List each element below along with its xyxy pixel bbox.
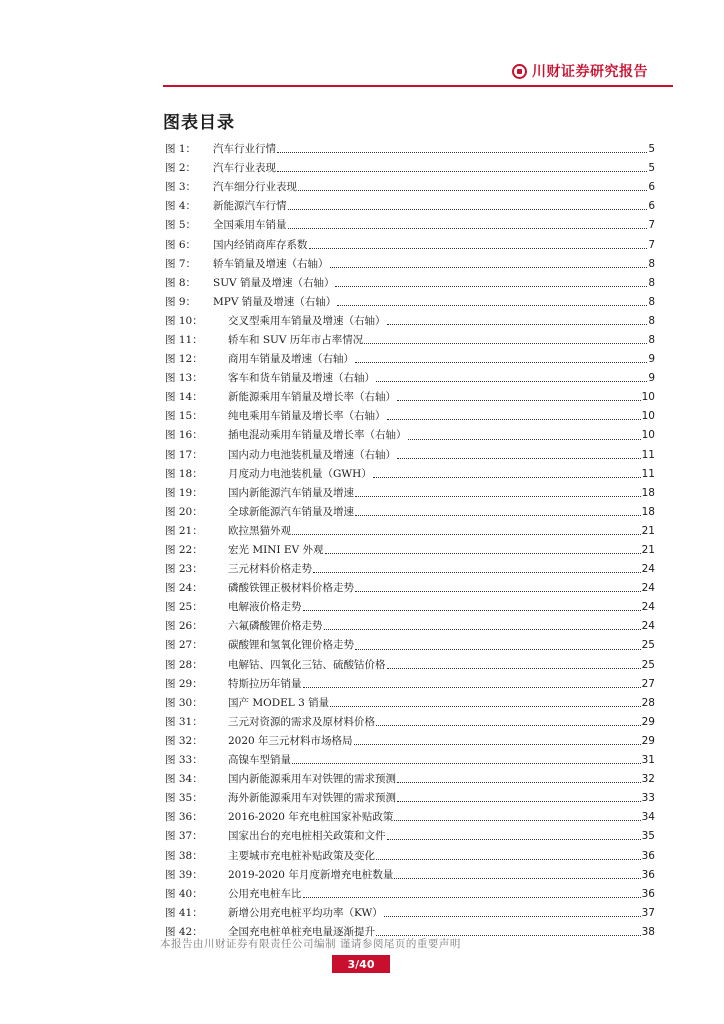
- dot-leader: [394, 810, 640, 821]
- dot-leader: [387, 314, 648, 325]
- figure-title: 国产 MODEL 3 销量: [228, 696, 330, 709]
- figure-title: SUV 销量及增速（右轴）: [213, 276, 335, 289]
- toc-entry[interactable]: [165, 407, 655, 426]
- page-number: 35: [641, 830, 655, 843]
- figure-title: 2016-2020 年充电桩国家补贴政策: [228, 811, 394, 824]
- page-number: 8: [648, 333, 655, 346]
- figure-title: 国内新能源乘用车对铁锂的需求预测: [228, 773, 396, 786]
- dot-leader: [303, 600, 641, 611]
- toc-entry[interactable]: [165, 140, 655, 159]
- toc-entry[interactable]: [165, 465, 655, 484]
- figure-label: 图 12：: [165, 353, 203, 366]
- page-number: 32: [641, 773, 655, 786]
- dot-leader: [376, 925, 641, 936]
- figure-label: 图 5：: [165, 219, 197, 232]
- chuancai-logo-icon: [512, 64, 527, 79]
- page-number: 5: [648, 143, 655, 156]
- figure-label: 图 39：: [165, 868, 203, 881]
- figure-title: MPV 销量及增速（右轴）: [213, 295, 337, 308]
- toc-entry[interactable]: [165, 350, 655, 369]
- figure-title: 轿车销量及增速（右轴）: [213, 257, 329, 270]
- dot-leader: [387, 829, 641, 840]
- page-number: 6: [648, 200, 655, 213]
- toc-entry[interactable]: [165, 274, 655, 293]
- figure-label: 图 38：: [165, 849, 203, 862]
- figure-label: 图 23：: [165, 563, 203, 576]
- toc-entry[interactable]: [165, 312, 655, 331]
- figure-label: 图 21：: [165, 524, 203, 537]
- page-number: 9: [648, 353, 655, 366]
- page-number: 8: [648, 276, 655, 289]
- toc-entry[interactable]: [165, 770, 655, 789]
- dot-leader: [355, 352, 647, 363]
- toc-entry[interactable]: [165, 293, 655, 312]
- page-number: 24: [641, 563, 655, 576]
- figure-title: 三元材料价格走势: [228, 563, 312, 576]
- page-number: 24: [641, 620, 655, 633]
- figure-label: 图 33：: [165, 754, 203, 767]
- page-number: 11: [641, 448, 655, 461]
- toc-title: 图表目录: [163, 113, 235, 133]
- dot-leader: [397, 772, 641, 783]
- toc-entry[interactable]: [165, 388, 655, 407]
- figure-label: 图 28：: [165, 658, 203, 671]
- dot-leader: [376, 715, 641, 726]
- page-indicator: 3/40: [332, 955, 390, 973]
- figure-label: 图 42：: [165, 925, 203, 938]
- figure-title: 轿车和 SUV 历年市占率情况: [228, 333, 364, 346]
- toc-entry[interactable]: [165, 426, 655, 445]
- dot-leader: [303, 887, 641, 898]
- figure-title: 商用车销量及增速（右轴）: [228, 353, 354, 366]
- figure-title: 三元对资源的需求及原材料价格: [228, 715, 375, 728]
- toc-entry[interactable]: [165, 827, 655, 846]
- page-number: 5: [648, 162, 655, 175]
- figure-title: 国内经销商库存系数: [213, 238, 308, 251]
- figure-label: 图 25：: [165, 601, 203, 614]
- figure-title: 汽车细分行业表现: [213, 181, 297, 194]
- toc-entry[interactable]: [165, 675, 655, 694]
- toc-entry[interactable]: [165, 235, 655, 254]
- dot-leader: [364, 333, 647, 344]
- dot-leader: [355, 639, 641, 650]
- dot-leader: [376, 371, 647, 382]
- dot-leader: [330, 257, 648, 268]
- figure-label: 图 29：: [165, 677, 203, 690]
- toc-entry[interactable]: [165, 789, 655, 808]
- figure-label: 图 36：: [165, 811, 203, 824]
- figure-label: 图 34：: [165, 773, 203, 786]
- figure-title: 电解钴、四氧化三钴、硫酸钴价格: [228, 658, 386, 671]
- toc-entry[interactable]: [165, 369, 655, 388]
- dot-leader: [408, 429, 641, 440]
- figure-title: 2019-2020 年月度新增充电桩数量: [228, 868, 394, 881]
- figure-title: 交叉型乘用车销量及增速（右轴）: [228, 314, 386, 327]
- page-number: 25: [641, 639, 655, 652]
- figure-title: 六氟磷酸锂价格走势: [228, 620, 323, 633]
- dot-leader: [303, 677, 641, 688]
- page-number: 10: [641, 391, 655, 404]
- figure-label: 图 35：: [165, 792, 203, 805]
- figure-title: 新能源汽车行情: [213, 200, 287, 213]
- dot-leader: [335, 276, 647, 287]
- dot-leader: [309, 238, 648, 249]
- page-number: 8: [648, 314, 655, 327]
- toc-entry[interactable]: [165, 617, 655, 636]
- figure-label: 图 15：: [165, 410, 203, 423]
- page-number: 36: [641, 868, 655, 881]
- dot-leader: [298, 180, 647, 191]
- dot-leader: [292, 753, 641, 764]
- figure-title: 插电混动乘用车销量及增长率（右轴）: [228, 429, 407, 442]
- toc-entry[interactable]: [165, 541, 655, 560]
- figure-label: 图 20：: [165, 505, 203, 518]
- toc-entry[interactable]: [165, 579, 655, 598]
- page-number: 18: [641, 486, 655, 499]
- page-number: 11: [641, 467, 655, 480]
- toc-entry[interactable]: [165, 885, 655, 904]
- page-number: 33: [641, 792, 655, 805]
- dot-leader: [330, 696, 641, 707]
- figure-label: 图 31：: [165, 715, 203, 728]
- figure-label: 图 9：: [165, 295, 197, 308]
- toc-entry[interactable]: [165, 808, 655, 827]
- page-number: 9: [648, 372, 655, 385]
- figure-title: 国家出台的充电桩相关政策和文件: [228, 830, 386, 843]
- figure-label: 图 14：: [165, 391, 203, 404]
- page-number: 37: [641, 906, 655, 919]
- page-number: 27: [641, 677, 655, 690]
- page-number: 8: [648, 257, 655, 270]
- figure-label: 图 3：: [165, 181, 197, 194]
- figure-label: 图 19：: [165, 486, 203, 499]
- toc-entry[interactable]: [165, 503, 655, 522]
- figure-title: 主要城市充电桩补贴政策及变化: [228, 849, 375, 862]
- figure-title: 2020 年三元材料市场格局: [228, 734, 353, 747]
- header-brand: [512, 61, 672, 81]
- figure-title: 高镍车型销量: [228, 754, 291, 767]
- page-number: 24: [641, 601, 655, 614]
- figure-title: 电解液价格走势: [228, 601, 302, 614]
- page-number: 6: [648, 181, 655, 194]
- figure-title: 新增公用充电桩平均功率（KW）: [228, 906, 383, 919]
- figure-title: 新能源乘用车销量及增长率（右轴）: [228, 391, 396, 404]
- toc-entry[interactable]: [165, 178, 655, 197]
- figure-label: 图 41：: [165, 906, 203, 919]
- dot-leader: [277, 161, 647, 172]
- dot-leader: [288, 199, 648, 210]
- toc-entry[interactable]: [165, 197, 655, 216]
- page-number: 38: [641, 925, 655, 938]
- figure-title: 国内新能源汽车销量及增速: [228, 486, 354, 499]
- page-number: 34: [641, 811, 655, 824]
- toc-entry[interactable]: [165, 751, 655, 770]
- dot-leader: [394, 868, 640, 879]
- toc-entry[interactable]: [165, 713, 655, 732]
- figure-label: 图 1：: [165, 143, 197, 156]
- footer-disclaimer: 本报告由川财证券有限责任公司编制 谨请参阅尾页的重要声明: [160, 938, 461, 950]
- page-number: 21: [641, 524, 655, 537]
- dot-leader: [325, 543, 641, 554]
- toc-entry[interactable]: [165, 159, 655, 178]
- figure-title: 碳酸锂和氢氧化锂价格走势: [228, 639, 354, 652]
- toc-entry[interactable]: [165, 636, 655, 655]
- figure-title: 汽车行业表现: [213, 162, 276, 175]
- page-number: 36: [641, 887, 655, 900]
- page-number: 7: [648, 219, 655, 232]
- figure-title: 欧拉黑猫外观: [228, 524, 291, 537]
- page-number: 29: [641, 734, 655, 747]
- dot-leader: [387, 409, 641, 420]
- page-number: 25: [641, 658, 655, 671]
- dot-leader: [355, 486, 641, 497]
- dot-leader: [354, 734, 641, 745]
- page-number: 31: [641, 754, 655, 767]
- figure-title: 汽车行业行情: [213, 143, 276, 156]
- toc-entry[interactable]: [165, 216, 655, 235]
- figure-title: 特斯拉历年销量: [228, 677, 302, 690]
- toc-entry[interactable]: [165, 732, 655, 751]
- figure-label: 图 27：: [165, 639, 203, 652]
- page-number: 21: [641, 544, 655, 557]
- page-number: 7: [648, 238, 655, 251]
- toc-entry[interactable]: [165, 904, 655, 923]
- figure-title: 客车和货车销量及增速（右轴）: [228, 372, 375, 385]
- page-number: 29: [641, 715, 655, 728]
- figure-label: 图 26：: [165, 620, 203, 633]
- page-number: 10: [641, 410, 655, 423]
- page-number: 28: [641, 696, 655, 709]
- figure-label: 图 13：: [165, 372, 203, 385]
- figure-label: 图 4：: [165, 200, 197, 213]
- figure-title: 月度动力电池装机量（GWH）: [228, 467, 372, 480]
- figure-title: 海外新能源乘用车对铁锂的需求预测: [228, 792, 396, 805]
- dot-leader: [387, 658, 641, 669]
- toc-entry[interactable]: [165, 694, 655, 713]
- toc-entry[interactable]: [165, 255, 655, 274]
- figure-label: 图 16：: [165, 429, 203, 442]
- figure-label: 图 18：: [165, 467, 203, 480]
- figure-label: 图 10：: [165, 314, 203, 327]
- page-number: 36: [641, 849, 655, 862]
- toc-entry[interactable]: [165, 866, 655, 885]
- dot-leader: [288, 218, 648, 229]
- figure-title: 宏光 MINI EV 外观: [228, 544, 324, 557]
- page-number: 8: [648, 295, 655, 308]
- toc-entry[interactable]: [165, 598, 655, 617]
- figure-title: 国内动力电池装机量及增速（右轴）: [228, 448, 396, 461]
- figure-label: 图 24：: [165, 582, 203, 595]
- header-divider: [163, 85, 673, 87]
- figure-label: 图 7：: [165, 257, 197, 270]
- toc-entry[interactable]: [165, 446, 655, 465]
- dot-leader: [397, 791, 641, 802]
- dot-leader: [397, 448, 641, 459]
- dot-leader: [373, 467, 641, 478]
- figure-label: 图 17：: [165, 448, 203, 461]
- dot-leader: [355, 505, 641, 516]
- figure-label: 图 11：: [165, 333, 203, 346]
- page-number: 24: [641, 582, 655, 595]
- figure-label: 图 40：: [165, 887, 203, 900]
- page-number: 18: [641, 505, 655, 518]
- figure-label: 图 30：: [165, 696, 203, 709]
- toc-entry[interactable]: [165, 560, 655, 579]
- figure-label: 图 8：: [165, 276, 197, 289]
- toc-entry[interactable]: [165, 522, 655, 541]
- dot-leader: [397, 390, 641, 401]
- brand-name: 川财证券研究报告: [532, 64, 648, 80]
- figure-title: 全国乘用车销量: [213, 219, 287, 232]
- toc-entry[interactable]: [165, 846, 655, 865]
- figure-title: 纯电乘用车销量及增长率（右轴）: [228, 410, 386, 423]
- figure-title: 公用充电桩车比: [228, 887, 302, 900]
- dot-leader: [376, 849, 641, 860]
- figure-label: 图 37：: [165, 830, 203, 843]
- figure-title: 全国充电桩单桩充电量逐渐提升: [228, 925, 375, 938]
- dot-leader: [384, 906, 641, 917]
- toc-entry[interactable]: [165, 484, 655, 503]
- figure-label: 图 6：: [165, 238, 197, 251]
- dot-leader: [337, 295, 647, 306]
- figure-label: 图 22：: [165, 544, 203, 557]
- dot-leader: [313, 562, 641, 573]
- dot-leader: [324, 619, 641, 630]
- figure-title: 全球新能源汽车销量及增速: [228, 505, 354, 518]
- page-number: 10: [641, 429, 655, 442]
- dot-leader: [355, 581, 641, 592]
- figure-label: 图 32：: [165, 734, 203, 747]
- toc-entry[interactable]: [165, 656, 655, 675]
- figure-label: 图 2：: [165, 162, 197, 175]
- dot-leader: [292, 524, 641, 535]
- figure-title: 磷酸铁锂正极材料价格走势: [228, 582, 354, 595]
- toc-entry[interactable]: [165, 331, 655, 350]
- toc-list: [165, 140, 655, 942]
- dot-leader: [277, 142, 647, 153]
